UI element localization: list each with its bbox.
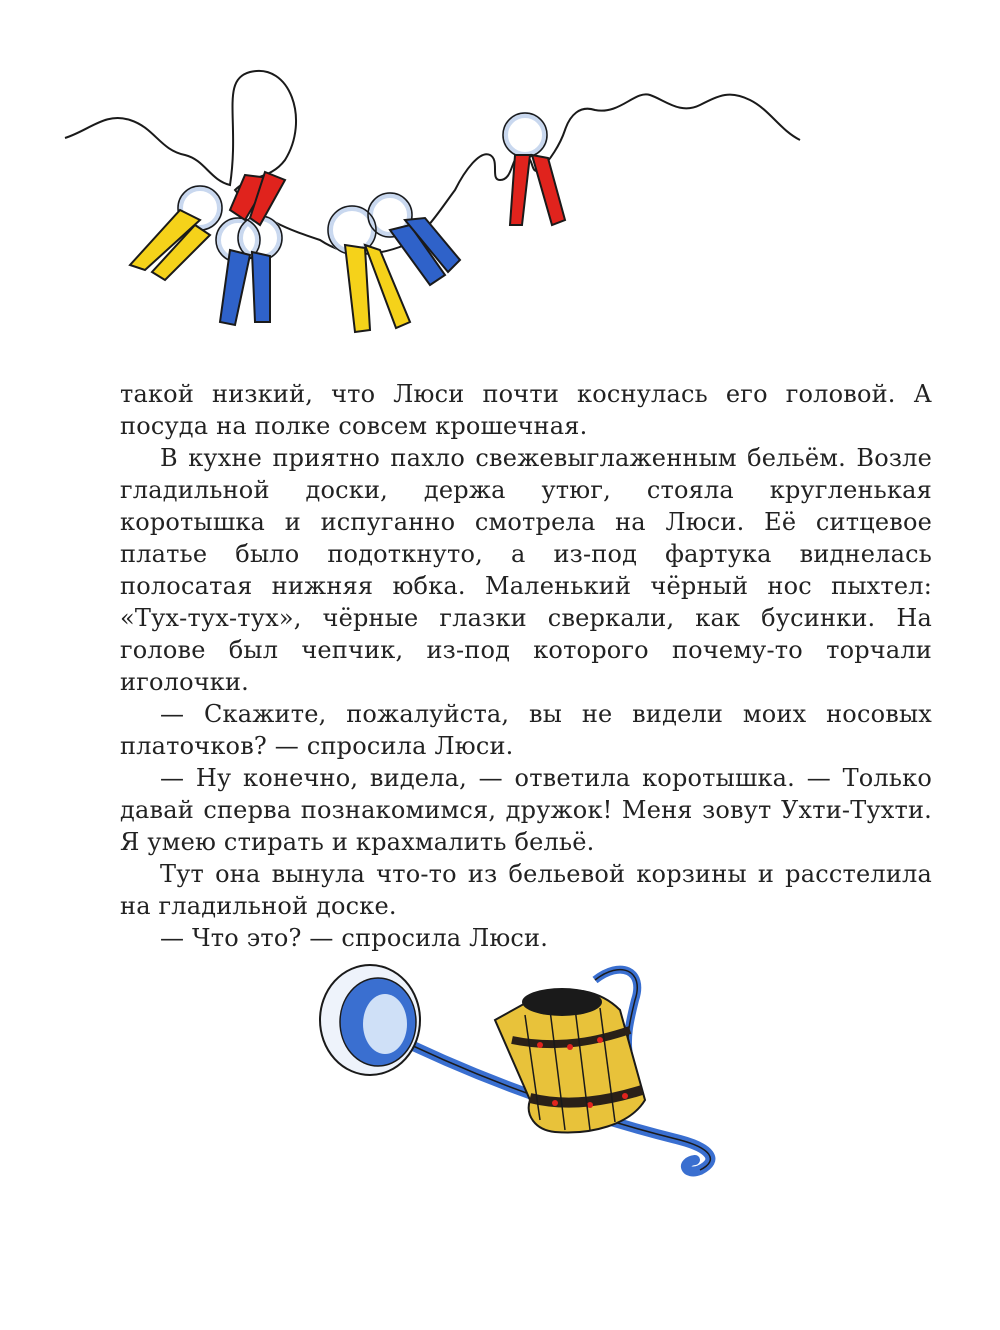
clothespin-yellow-left	[130, 210, 210, 280]
paragraph-2: В кухне приятно пахло свежевыглаженным бельём. Возле гладильной доски, держа утюг, стояла кругленькая коротышка и испуганно смотрела на Люси. Её ситцевое платье было подоткнуто, а из-под фартука виднелась полосатая нижняя юбка. Маленький чёрный нос пыхтел: «Тух-тух-тух», чёрные глазки сверкали, как бусинки. На голове был чепчик, из-под которого почему-то торчали иголочки.	[120, 444, 932, 696]
clothespin-blue-center	[220, 250, 270, 325]
paragraph-6: — Что это? — спросила Люси.	[160, 924, 549, 952]
clothespin-blue-right	[390, 218, 460, 285]
paragraph-1: такой низкий, что Люси почти коснулась его головой. А посуда на полке совсем крошечная.	[120, 380, 932, 440]
clothespin-yellow-right	[345, 245, 410, 332]
ladle-jug-illustration	[300, 950, 760, 1200]
clothespin-red-right	[510, 155, 565, 225]
paragraph-5: Тут она вынула что-то из бельевой корзины и расстелила на гладильной доске.	[120, 860, 932, 920]
wooden-jug	[495, 970, 645, 1133]
paragraph-4: — Ну конечно, видела, — ответила коротышка. — Только давай сперва познакомимся, дружок! Меня зовут Ухти-Тухти. Я умею стирать и крахмалить бельё.	[120, 764, 932, 856]
pin-rings	[180, 115, 545, 260]
paragraph-3: — Скажите, пожалуйста, вы не видели моих носовых платочков? — спросила Люси.	[120, 700, 932, 760]
story-text	[120, 378, 932, 954]
clothesline-illustration	[60, 60, 820, 350]
